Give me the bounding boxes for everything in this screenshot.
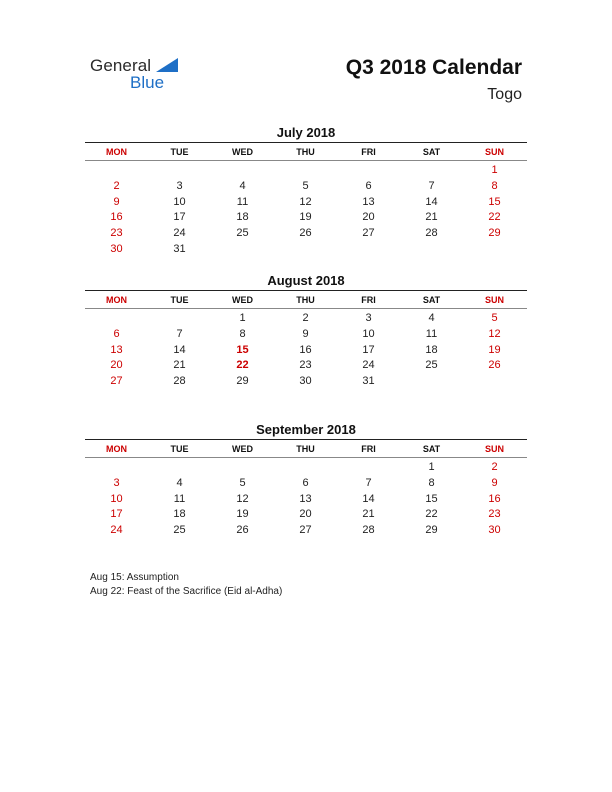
- weekday-fri: FRI: [361, 295, 376, 305]
- week-row: [85, 179, 527, 195]
- day-cell: 14: [362, 492, 375, 505]
- day-cell: 5: [491, 312, 498, 324]
- day-cell: 29: [236, 375, 249, 388]
- week-row: [85, 327, 527, 343]
- day-cell: 29: [488, 227, 501, 240]
- week-row: [85, 507, 527, 523]
- day-cell: 16: [110, 211, 123, 224]
- day-cell: 7: [176, 327, 183, 340]
- weekday-rule: [85, 160, 527, 161]
- day-cell: 21: [425, 211, 438, 224]
- day-cell: 26: [299, 227, 312, 240]
- day-cell: 5: [302, 179, 309, 192]
- weekday-wed: WED: [232, 444, 253, 454]
- day-cell: 20: [362, 211, 375, 224]
- weekday-wed: WED: [232, 147, 253, 157]
- weekday-mon: MON: [106, 444, 127, 454]
- day-cell: 4: [239, 179, 246, 192]
- day-cell: 8: [239, 327, 246, 340]
- day-cell: 20: [299, 508, 312, 521]
- weekday-mon: MON: [106, 295, 127, 305]
- month-title: August 2018: [267, 273, 345, 288]
- day-cell: 31: [173, 242, 186, 255]
- day-cell: 2: [113, 179, 120, 192]
- day-cell: 15: [488, 195, 501, 208]
- weekday-sun: SUN: [484, 444, 504, 454]
- day-cell: 4: [176, 476, 183, 489]
- week-row: [85, 343, 527, 359]
- weekday-header: [85, 293, 527, 307]
- empty-day-cell: [400, 242, 463, 258]
- day-cell: 27: [299, 524, 312, 537]
- empty-day-cell: [337, 460, 400, 476]
- empty-day-cell: [211, 163, 274, 179]
- weekday-tue: TUE: [170, 444, 189, 454]
- month-july: [85, 124, 527, 258]
- day-cell: 21: [362, 508, 375, 521]
- day-cell: 27: [362, 227, 375, 240]
- empty-day-cell: [337, 163, 400, 179]
- weekday-sat: SAT: [422, 295, 441, 305]
- day-cell: 16: [299, 343, 312, 356]
- day-cell: 19: [236, 508, 249, 521]
- day-cell: 15: [236, 343, 249, 356]
- day-cell: 12: [488, 327, 501, 340]
- day-cell: 25: [173, 524, 186, 537]
- weekday-wed: WED: [232, 295, 253, 305]
- holiday-note: Aug 22: Feast of the Sacrifice (Eid al-Adha): [90, 585, 283, 597]
- weekday-header: [85, 442, 527, 456]
- month-september: [85, 421, 527, 539]
- day-cell: 22: [425, 508, 438, 521]
- logo-blue-text: Blue: [130, 73, 165, 92]
- day-cell: 31: [362, 375, 375, 388]
- day-cell: 18: [236, 211, 249, 224]
- day-cell: 25: [425, 359, 438, 372]
- day-cell: 20: [110, 359, 123, 372]
- logo-general-text: General: [90, 56, 152, 75]
- day-cell: 10: [110, 492, 123, 505]
- day-grid: [85, 163, 527, 258]
- day-cell: 12: [236, 492, 249, 505]
- day-cell: 11: [173, 492, 186, 505]
- logo-triangle-icon: [156, 58, 178, 72]
- day-cell: 24: [362, 359, 375, 372]
- weekday-fri: FRI: [361, 444, 376, 454]
- day-cell: 6: [365, 179, 372, 192]
- day-cell: 23: [110, 227, 123, 240]
- day-cell: 11: [425, 327, 438, 340]
- empty-day-cell: [400, 163, 463, 179]
- weekday-thu: THU: [296, 147, 315, 157]
- empty-day-cell: [211, 460, 274, 476]
- day-cell: 21: [173, 359, 186, 372]
- holiday-note: Aug 15: Assumption: [90, 572, 179, 583]
- month-rule: [85, 439, 527, 440]
- day-cell: 1: [491, 164, 498, 176]
- day-cell: 17: [173, 211, 186, 224]
- week-row: [85, 226, 527, 242]
- weekday-mon: MON: [106, 147, 127, 157]
- day-cell: 24: [173, 227, 186, 240]
- month-rule: [85, 142, 527, 143]
- month-title: September 2018: [256, 422, 356, 437]
- weekday-sat: SAT: [422, 444, 441, 454]
- day-cell: 17: [110, 508, 123, 521]
- day-cell: 3: [365, 312, 372, 324]
- week-row: [85, 242, 527, 258]
- day-cell: 7: [428, 179, 435, 192]
- empty-day-cell: [274, 163, 337, 179]
- week-row: [85, 358, 527, 374]
- weekday-sun: SUN: [484, 295, 504, 305]
- empty-day-cell: [148, 311, 211, 327]
- day-cell: 6: [302, 476, 309, 489]
- day-cell: 28: [362, 524, 375, 537]
- weekday-sun: SUN: [484, 147, 504, 157]
- day-cell: 28: [425, 227, 438, 240]
- day-cell: 10: [173, 195, 186, 208]
- week-row: [85, 523, 527, 539]
- day-cell: 14: [173, 343, 186, 356]
- day-cell: 7: [365, 476, 372, 489]
- weekday-sat: SAT: [422, 147, 441, 157]
- day-cell: 24: [110, 524, 123, 537]
- month-august: [85, 272, 527, 390]
- weekday-rule: [85, 457, 527, 458]
- month-rule: [85, 290, 527, 291]
- day-cell: 18: [173, 508, 186, 521]
- day-cell: 23: [488, 508, 501, 521]
- week-row: [85, 163, 527, 179]
- day-cell: 11: [236, 195, 249, 208]
- day-cell: 9: [302, 327, 309, 340]
- day-cell: 14: [425, 195, 438, 208]
- day-cell: 30: [299, 375, 312, 388]
- day-cell: 1: [428, 461, 435, 473]
- month-title: July 2018: [276, 125, 336, 140]
- day-cell: 26: [488, 359, 501, 372]
- day-cell: 13: [299, 492, 312, 505]
- day-cell: 9: [491, 476, 498, 489]
- day-cell: 2: [302, 312, 309, 324]
- weekday-thu: THU: [296, 444, 315, 454]
- logo: [90, 56, 200, 96]
- week-row: [85, 311, 527, 327]
- day-cell: 19: [488, 343, 501, 356]
- week-row: [85, 374, 527, 390]
- country-name: Togo: [487, 86, 522, 103]
- empty-day-cell: [463, 374, 526, 390]
- holiday-notes: [90, 571, 282, 598]
- empty-day-cell: [85, 163, 148, 179]
- day-cell: 28: [173, 375, 186, 388]
- weekday-tue: TUE: [170, 147, 189, 157]
- day-cell: 17: [362, 343, 375, 356]
- day-cell: 3: [176, 179, 183, 192]
- empty-day-cell: [148, 460, 211, 476]
- day-cell: 19: [299, 211, 312, 224]
- week-row: [85, 476, 527, 492]
- day-cell: 13: [110, 343, 123, 356]
- empty-day-cell: [274, 242, 337, 258]
- empty-day-cell: [400, 374, 463, 390]
- day-cell: 5: [239, 476, 246, 489]
- day-cell: 22: [488, 211, 501, 224]
- weekday-header: [85, 145, 527, 159]
- day-cell: 13: [362, 195, 375, 208]
- empty-day-cell: [211, 242, 274, 258]
- weekday-fri: FRI: [361, 147, 376, 157]
- day-cell: 8: [491, 179, 498, 192]
- page-title: Q3 2018 Calendar: [345, 56, 522, 79]
- empty-day-cell: [148, 163, 211, 179]
- day-cell: 9: [113, 195, 120, 208]
- day-grid: [85, 311, 527, 390]
- week-row: [85, 492, 527, 508]
- day-cell: 4: [428, 312, 435, 324]
- weekday-rule: [85, 308, 527, 309]
- empty-day-cell: [337, 242, 400, 258]
- day-cell: 30: [488, 524, 501, 537]
- day-cell: 26: [236, 524, 249, 537]
- day-cell: 2: [491, 461, 498, 473]
- week-row: [85, 195, 527, 211]
- empty-day-cell: [85, 311, 148, 327]
- day-cell: 8: [428, 476, 435, 489]
- empty-day-cell: [85, 460, 148, 476]
- day-cell: 16: [488, 492, 501, 505]
- week-row: [85, 460, 527, 476]
- day-cell: 18: [425, 343, 438, 356]
- day-cell: 30: [110, 242, 123, 255]
- day-cell: 1: [239, 312, 246, 324]
- day-cell: 3: [113, 476, 120, 489]
- day-cell: 6: [113, 327, 120, 340]
- week-row: [85, 210, 527, 226]
- day-cell: 29: [425, 524, 438, 537]
- day-cell: 10: [362, 327, 375, 340]
- day-cell: 12: [299, 195, 312, 208]
- day-cell: 15: [425, 492, 438, 505]
- day-grid: [85, 460, 527, 539]
- empty-day-cell: [274, 460, 337, 476]
- day-cell: 23: [299, 359, 312, 372]
- day-cell: 27: [110, 375, 123, 388]
- empty-day-cell: [463, 242, 526, 258]
- weekday-thu: THU: [296, 295, 315, 305]
- day-cell: 22: [236, 359, 249, 372]
- day-cell: 25: [236, 227, 249, 240]
- weekday-tue: TUE: [170, 295, 189, 305]
